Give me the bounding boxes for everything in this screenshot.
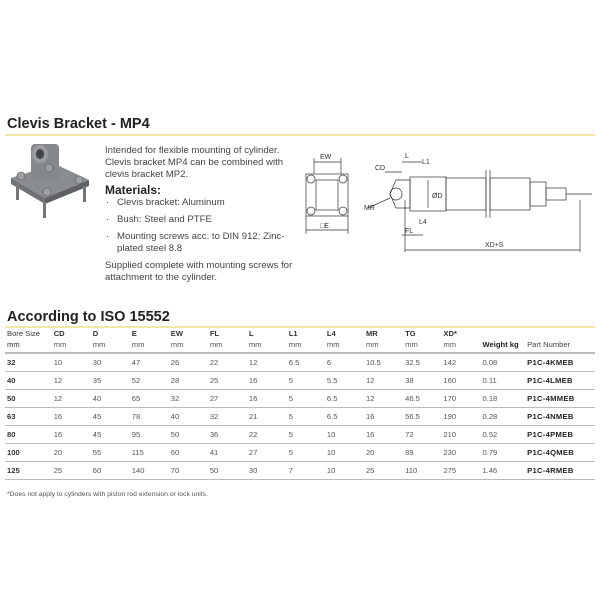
dimension-drawing xyxy=(290,140,595,260)
column-header xyxy=(403,328,441,353)
table-cell: 10 xyxy=(52,353,91,372)
table-cell: 12 xyxy=(247,353,287,372)
table-cell: 45 xyxy=(91,408,130,426)
table-cell: 32 xyxy=(208,408,247,426)
table-cell: 12 xyxy=(52,390,91,408)
label-ew: EW xyxy=(320,154,332,161)
table-cell: 30 xyxy=(91,353,130,372)
description-text: Intended for flexible mounting of cylinder. Clevis bracket MP4 can be combined with clevis bracket MP2. xyxy=(105,145,284,180)
table-cell: 21 xyxy=(247,408,287,426)
table-cell: 16 xyxy=(247,372,287,390)
table-cell: 35 xyxy=(91,372,130,390)
table-cell: 36 xyxy=(208,426,247,444)
dimensions-table xyxy=(5,328,595,480)
table-cell: 60 xyxy=(91,462,130,480)
table-cell: 10 xyxy=(325,462,364,480)
table-cell: 140 xyxy=(130,462,169,480)
label-l: L xyxy=(405,153,409,160)
clevis-bracket-photo xyxy=(5,140,93,220)
column-header xyxy=(325,328,364,353)
table-cell: 10.5 xyxy=(364,353,403,372)
supplied-text: Supplied complete with mounting screws for attachment to the cylinder. xyxy=(105,260,293,283)
table-row xyxy=(5,353,595,372)
table-cell: 16 xyxy=(52,408,91,426)
header-unit: mm xyxy=(209,340,223,349)
table-cell: 89 xyxy=(403,444,441,462)
table-cell: 1.46 xyxy=(480,462,525,480)
table-cell: 5 xyxy=(287,408,325,426)
label-xds: XD+S xyxy=(485,242,504,249)
table-cell: 55 xyxy=(91,444,130,462)
table-cell: 32 xyxy=(5,353,52,372)
table-cell: 27 xyxy=(208,390,247,408)
description-block xyxy=(105,145,295,284)
page-title: Clevis Bracket - MP4 xyxy=(7,116,150,132)
table-cell: 70 xyxy=(169,462,208,480)
materials-list xyxy=(105,197,295,255)
table-row xyxy=(5,408,595,426)
table-cell: 5 xyxy=(287,444,325,462)
table-cell: 16 xyxy=(364,426,403,444)
label-od: ØD xyxy=(432,193,443,200)
header-name: E xyxy=(131,329,137,338)
table-cell: 6.5 xyxy=(287,353,325,372)
column-header xyxy=(287,328,325,353)
table-cell: 40 xyxy=(5,372,52,390)
table-cell: 12 xyxy=(52,372,91,390)
table-row xyxy=(5,372,595,390)
table-cell: 25 xyxy=(364,462,403,480)
header-name: MR xyxy=(365,329,378,338)
column-header xyxy=(91,328,130,353)
table-cell: 10 xyxy=(325,444,364,462)
footnote: *Does not apply to cylinders with piston rod extension or lock units. xyxy=(7,491,208,498)
table-cell: 230 xyxy=(441,444,480,462)
table-cell: 32 xyxy=(169,390,208,408)
column-header xyxy=(441,328,480,353)
table-cell: 160 xyxy=(441,372,480,390)
column-header xyxy=(364,328,403,353)
table-cell: 22 xyxy=(208,353,247,372)
table-cell: 16 xyxy=(52,426,91,444)
table-cell: P1C-4PMEB xyxy=(525,426,595,444)
table-cell: 190 xyxy=(441,408,480,426)
table-cell: 210 xyxy=(441,426,480,444)
table-cell: 142 xyxy=(441,353,480,372)
header-name: XD* xyxy=(443,329,457,338)
header-name: Part Number xyxy=(527,340,571,349)
table-cell: 275 xyxy=(441,462,480,480)
header-unit: mm xyxy=(365,340,379,349)
table-cell: 45 xyxy=(91,426,130,444)
table-cell: 0.08 xyxy=(480,353,525,372)
header-unit: mm xyxy=(326,340,340,349)
table-cell: 170 xyxy=(441,390,480,408)
column-header xyxy=(247,328,287,353)
header-unit: mm xyxy=(92,340,106,349)
table-cell: 10 xyxy=(325,426,364,444)
table-cell: 6.5 xyxy=(325,408,364,426)
header-name: Bore Size xyxy=(7,329,40,338)
column-header xyxy=(169,328,208,353)
table-cell: 0.28 xyxy=(480,408,525,426)
table-cell: 22 xyxy=(247,426,287,444)
header-name: CD xyxy=(53,329,65,338)
table-cell: 28 xyxy=(169,372,208,390)
column-header xyxy=(52,328,91,353)
table-cell: 40 xyxy=(91,390,130,408)
table-cell: 6 xyxy=(325,353,364,372)
header-name: TG xyxy=(405,329,416,338)
column-header xyxy=(5,328,52,353)
table-cell: 30 xyxy=(247,462,287,480)
table-cell: 0.79 xyxy=(480,444,525,462)
table-cell: 12 xyxy=(364,390,403,408)
header-name: L1 xyxy=(288,329,298,338)
table-cell: P1C-4LMEB xyxy=(525,372,595,390)
table-cell: 50 xyxy=(208,462,247,480)
header-unit: mm xyxy=(53,340,67,349)
table-cell: 125 xyxy=(5,462,52,480)
table-cell: 26 xyxy=(169,353,208,372)
table-cell: P1C-4QMEB xyxy=(525,444,595,462)
header-unit: mm xyxy=(443,340,457,349)
table-cell: 60 xyxy=(169,444,208,462)
table-cell: P1C-4RMEB xyxy=(525,462,595,480)
table-cell: 72 xyxy=(403,426,441,444)
table-cell: 95 xyxy=(130,426,169,444)
table-cell: 32.5 xyxy=(403,353,441,372)
label-mr: MR xyxy=(364,205,375,212)
table-cell: 7 xyxy=(287,462,325,480)
table-cell: 25 xyxy=(208,372,247,390)
material-item: · Mounting screws acc. to DIN 912: Zinc-plated steel 8.8 xyxy=(117,231,295,255)
table-cell: 40 xyxy=(169,408,208,426)
table-cell: 65 xyxy=(130,390,169,408)
header-name: EW xyxy=(170,329,184,338)
material-item: · Clevis bracket: Aluminum xyxy=(117,197,295,209)
table-cell: 41 xyxy=(208,444,247,462)
label-l4: L4 xyxy=(419,219,427,226)
table-cell: P1C-4NMEB xyxy=(525,408,595,426)
table-cell: 0.18 xyxy=(480,390,525,408)
table-cell: 46.5 xyxy=(403,390,441,408)
header-unit: mm xyxy=(405,340,418,349)
table-row xyxy=(5,444,595,462)
table-cell: 16 xyxy=(247,390,287,408)
table-cell: 25 xyxy=(52,462,91,480)
table-cell: 20 xyxy=(364,444,403,462)
materials-heading: Materials: xyxy=(105,183,162,197)
table-cell: 78 xyxy=(130,408,169,426)
table-cell: 5.5 xyxy=(325,372,364,390)
table-cell: 110 xyxy=(403,462,441,480)
label-fl: FL xyxy=(405,228,414,235)
table-cell: 0.52 xyxy=(480,426,525,444)
table-cell: 52 xyxy=(130,372,169,390)
column-header xyxy=(525,328,595,353)
table-cell: 5 xyxy=(287,372,325,390)
label-cd: CD xyxy=(375,165,386,172)
header-name: L xyxy=(248,329,254,338)
table-row xyxy=(5,462,595,480)
table-cell: 27 xyxy=(247,444,287,462)
table-row xyxy=(5,390,595,408)
column-header xyxy=(130,328,169,353)
header-unit: mm xyxy=(288,340,302,349)
table-cell: 47 xyxy=(130,353,169,372)
table-cell: 100 xyxy=(5,444,52,462)
table-row xyxy=(5,426,595,444)
table-cell: 12 xyxy=(364,372,403,390)
table-cell: 50 xyxy=(169,426,208,444)
table-cell: 6.5 xyxy=(325,390,364,408)
table-cell: 16 xyxy=(364,408,403,426)
table-cell: 80 xyxy=(5,426,52,444)
table-cell: 5 xyxy=(287,426,325,444)
header-unit: mm xyxy=(170,340,184,349)
table-cell: 0.11 xyxy=(480,372,525,390)
header-name: FL xyxy=(209,329,220,338)
label-e: □E xyxy=(320,223,329,230)
table-cell: 5 xyxy=(287,390,325,408)
label-l1: L1 xyxy=(422,159,430,166)
header-name: D xyxy=(92,329,99,338)
header-name: L4 xyxy=(326,329,336,338)
table-cell: 63 xyxy=(5,408,52,426)
column-header xyxy=(208,328,247,353)
header-name: Weight kg xyxy=(482,340,519,349)
table-cell: 38 xyxy=(403,372,441,390)
table-cell: 115 xyxy=(130,444,169,462)
material-item: · Bush: Steel and PTFE xyxy=(117,214,295,226)
header-unit: mm xyxy=(131,340,145,349)
table-cell: 56.5 xyxy=(403,408,441,426)
table-heading: According to ISO 15552 xyxy=(7,309,170,325)
header-unit: mm xyxy=(248,340,262,349)
title-divider xyxy=(5,134,595,136)
table-cell: P1C-4MMEB xyxy=(525,390,595,408)
table-cell: P1C-4KMEB xyxy=(525,353,595,372)
table-cell: 50 xyxy=(5,390,52,408)
table-cell: 20 xyxy=(52,444,91,462)
header-unit: mm xyxy=(7,340,20,349)
column-header xyxy=(480,328,525,353)
